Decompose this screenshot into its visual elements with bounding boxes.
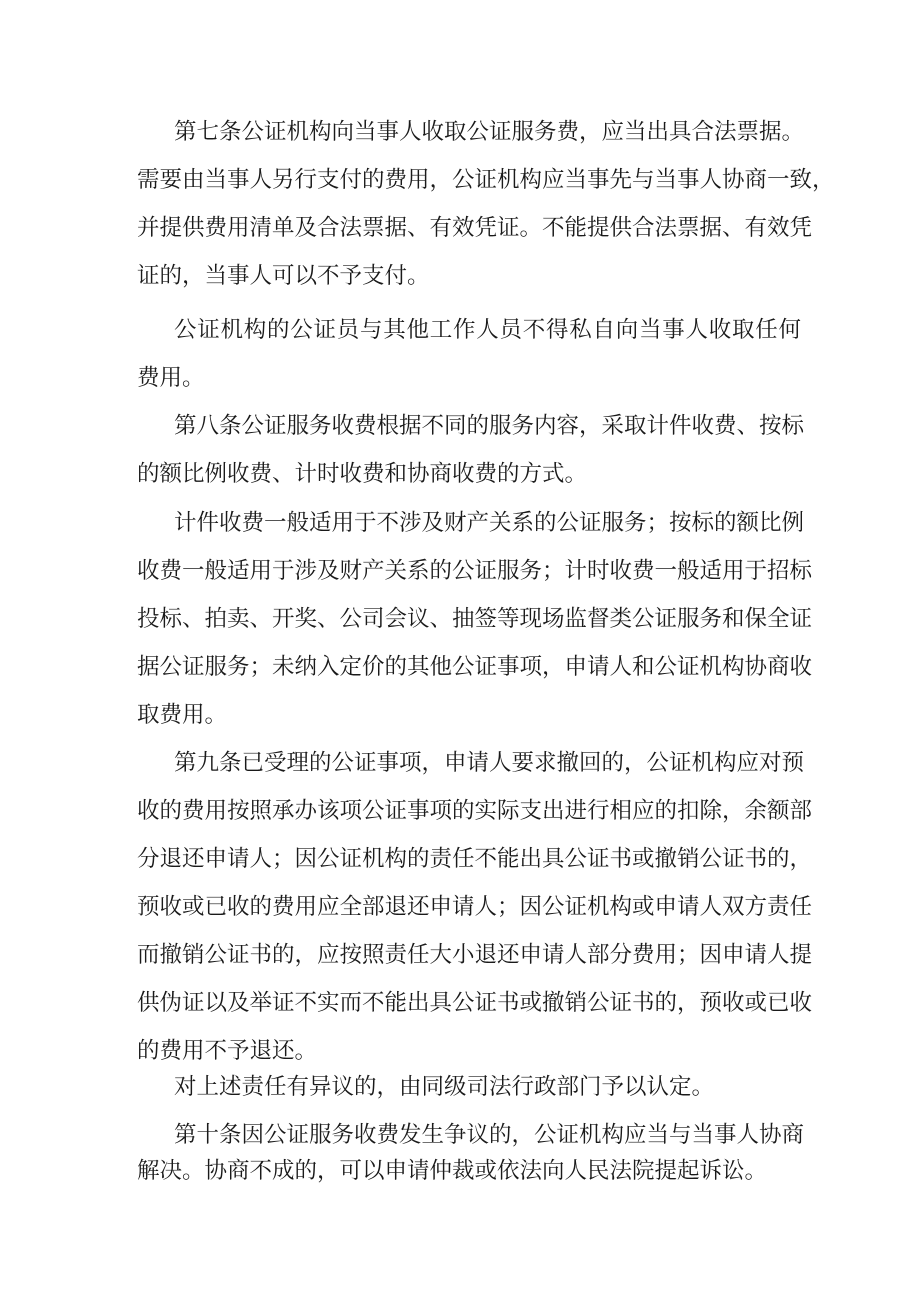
staff-paragraph-line-1: 公证机构的公证员与其他工作人员不得私自向当事人收取任何 (174, 317, 801, 343)
article-9-line-4: 预收或已收的费用应全部退还申请人；因公证机构或申请人双方责任 (137, 894, 813, 920)
article-8-line-2: 的额比例收费、计时收费和协商收费的方式。 (137, 461, 588, 487)
article-7-line-4: 证的，当事人可以不予支付。 (137, 263, 430, 289)
article-10-line-1: 第十条因公证服务收费发生争议的，公证机构应当与当事人协商 (174, 1122, 805, 1148)
fee-types-line-2: 收费一般适用于涉及财产关系的公证服务；计时收费一般适用于招标 (137, 558, 813, 584)
article-9-line-2: 收的费用按照承办该项公证事项的实际支出进行相应的扣除，余额部 (137, 798, 813, 824)
article-8-line-1: 第八条公证服务收费根据不同的服务内容，采取计件收费、按标 (174, 413, 805, 439)
article-9-line-6: 供伪证以及举证不实而不能出具公证书或撤销公证书的，预收或已收 (137, 990, 813, 1016)
objection-paragraph: 对上述责任有异议的，由同级司法行政部门予以认定。 (174, 1074, 715, 1100)
fee-types-line-4: 据公证服务；未纳入定价的其他公证事项，申请人和公证机构协商收 (137, 654, 813, 680)
article-9-line-3: 分退还申请人；因公证机构的责任不能出具公证书或撤销公证书的， (137, 846, 813, 872)
fee-types-line-5: 取费用。 (137, 702, 228, 728)
article-9-line-7: 的费用不予退还。 (137, 1038, 318, 1064)
article-7-line-3: 并提供费用清单及合法票据、有效凭证。不能提供合法票据、有效凭 (137, 215, 813, 241)
article-7-line-1: 第七条公证机构向当事人收取公证服务费，应当出具合法票据。 (174, 119, 805, 145)
article-10-line-2: 解决。协商不成的，可以申请仲裁或依法向人民法院提起诉讼。 (137, 1158, 768, 1184)
article-9-line-1: 第九条已受理的公证事项，申请人要求撤回的，公证机构应对预 (174, 750, 805, 776)
article-7-line-2: 需要由当事人另行支付的费用，公证机构应当事先与当事人协商一致， (137, 167, 835, 193)
article-9-line-5: 而撤销公证书的，应按照责任大小退还申请人部分费用；因申请人提 (137, 942, 813, 968)
fee-types-line-3: 投标、拍卖、开奖、公司会议、抽签等现场监督类公证服务和保全证 (137, 606, 813, 632)
staff-paragraph-line-2: 费用。 (137, 365, 205, 391)
fee-types-line-1: 计件收费一般适用于不涉及财产关系的公证服务；按标的额比例 (174, 510, 805, 536)
